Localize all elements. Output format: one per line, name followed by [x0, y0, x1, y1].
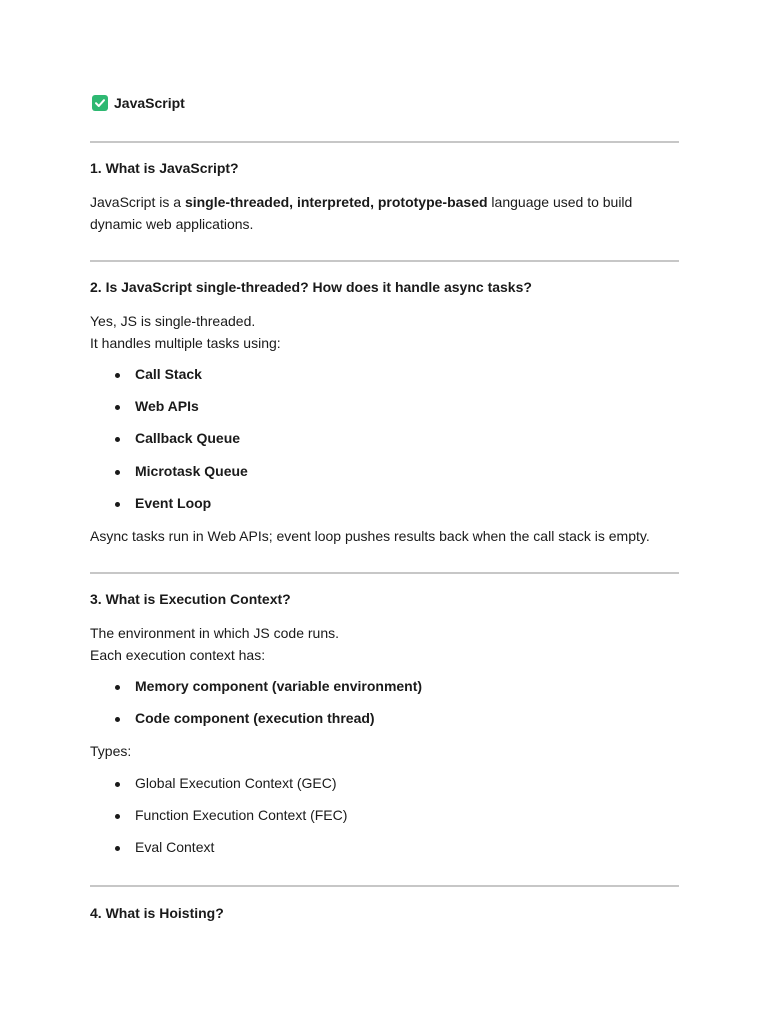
- bullet: [115, 814, 120, 819]
- question-1-heading: 1. What is JavaScript?: [90, 160, 239, 176]
- list-item: Memory component (variable environment): [135, 678, 422, 694]
- question-3-intro: [90, 622, 679, 666]
- list-item: Call Stack: [135, 366, 202, 382]
- bullet: [115, 846, 120, 851]
- divider: [90, 572, 679, 574]
- question-2-heading: 2. Is JavaScript single-threaded? How does it handle async tasks?: [90, 279, 532, 295]
- question-3-heading: 3. What is Execution Context?: [90, 591, 291, 607]
- answer-text: JavaScript is a: [90, 194, 185, 210]
- divider: [90, 885, 679, 887]
- divider: [90, 260, 679, 262]
- bullet: [115, 782, 120, 787]
- question-2-intro: [90, 310, 679, 354]
- bullet: [115, 502, 120, 507]
- list-item: Function Execution Context (FEC): [135, 807, 347, 823]
- list-item: Web APIs: [135, 398, 199, 414]
- types-label: Types:: [90, 743, 132, 759]
- doc-title: JavaScript: [114, 95, 185, 111]
- list-item: Eval Context: [135, 839, 214, 855]
- answer-line: The environment in which JS code runs.: [90, 625, 340, 641]
- question-2-summary: Async tasks run in Web APIs; event loop pushes results back when the call stack is empty.: [90, 528, 650, 544]
- bullet: [115, 437, 120, 442]
- answer-text: language used to build dynamic web applications.: [90, 194, 633, 232]
- bullet: [115, 373, 120, 378]
- bullet: [115, 470, 120, 475]
- list-item: Global Execution Context (GEC): [135, 775, 337, 791]
- question-1-answer: [90, 191, 679, 235]
- divider: [90, 141, 679, 143]
- bullet: [115, 405, 120, 410]
- checkbox-checked-icon: [92, 95, 108, 111]
- list-item: Code component (execution thread): [135, 710, 375, 726]
- answer-bold-text: single-threaded, interpreted, prototype-based: [184, 194, 488, 210]
- answer-line: Yes, JS is single-threaded.: [90, 313, 256, 329]
- question-4-heading: 4. What is Hoisting?: [90, 905, 224, 921]
- answer-line: Each execution context has:: [90, 647, 266, 663]
- list-item: Event Loop: [135, 495, 211, 511]
- doc-title-row: [90, 95, 185, 111]
- bullet: [115, 685, 120, 690]
- list-item: Microtask Queue: [135, 463, 248, 479]
- answer-line: It handles multiple tasks using:: [90, 335, 281, 351]
- list-item: Callback Queue: [135, 430, 240, 446]
- bullet: [115, 717, 120, 722]
